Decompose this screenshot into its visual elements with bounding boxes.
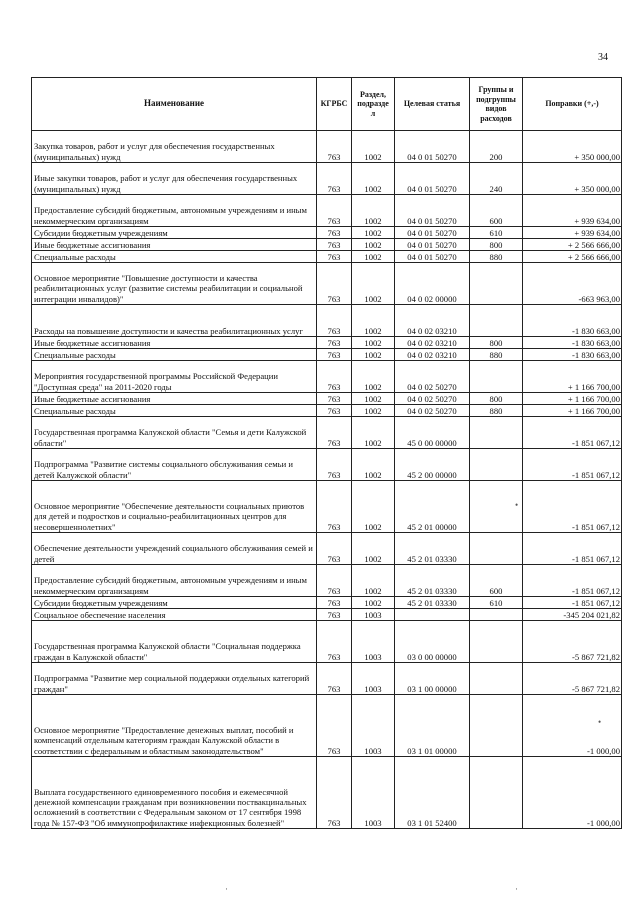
cell-kgrbs: 763 bbox=[317, 131, 352, 163]
cell-section: 1003 bbox=[352, 695, 395, 757]
cell-name: Основное мероприятие "Повышение доступности и качества реабилитационных услуг (развитие системы реабилитации и социальной интеграции инвалидов)" bbox=[32, 263, 317, 305]
cell-amount: -1 851 067,12 bbox=[523, 533, 622, 565]
cell-group bbox=[470, 305, 523, 337]
cell-kgrbs: 763 bbox=[317, 337, 352, 349]
table-row bbox=[32, 565, 622, 597]
cell-kgrbs: 763 bbox=[317, 227, 352, 239]
table-row bbox=[32, 663, 622, 695]
cell-group: 240 bbox=[470, 163, 523, 195]
cell-kgrbs: 763 bbox=[317, 393, 352, 405]
cell-amount: + 350 000,00 bbox=[523, 163, 622, 195]
cell-target: 04 0 02 50270 bbox=[395, 405, 470, 417]
cell-amount: + 2 566 666,00 bbox=[523, 239, 622, 251]
header-groups: Группы и подгруппы видов расходов bbox=[470, 78, 523, 131]
cell-amount: -1 830 663,00 bbox=[523, 349, 622, 361]
cell-target: 04 0 02 50270 bbox=[395, 361, 470, 393]
page-number: 34 bbox=[598, 52, 608, 63]
cell-name: Подпрограмма "Развитие системы социального обслуживания семьи и детей Калужской области" bbox=[32, 449, 317, 481]
cell-section: 1002 bbox=[352, 393, 395, 405]
cell-group: 610 bbox=[470, 227, 523, 239]
table-row bbox=[32, 227, 622, 239]
cell-amount: -1 000,00 bbox=[523, 757, 622, 829]
cell-target: 45 2 00 00000 bbox=[395, 449, 470, 481]
cell-name: Иные закупки товаров, работ и услуг для обеспечения государственных (муниципальных) нужд bbox=[32, 163, 317, 195]
cell-name: Социальное обеспечение населения bbox=[32, 609, 317, 621]
cell-group bbox=[470, 621, 523, 663]
cell-amount: + 939 634,00 bbox=[523, 195, 622, 227]
cell-target: 03 1 01 00000 bbox=[395, 695, 470, 757]
header-section: Раздел, подразде л bbox=[352, 78, 395, 131]
cell-name: Выплата государственного единовременного пособия и ежемесячной денежной компенсации гражданам при возникновении поствакцинальных осложнений в соответствии с Федеральным законом от 17 сентября 1998 года № 157-ФЗ "Об иммунопрофилактике инфекционных болезней" bbox=[32, 757, 317, 829]
cell-group bbox=[470, 361, 523, 393]
cell-group: 200 bbox=[470, 131, 523, 163]
cell-kgrbs: 763 bbox=[317, 361, 352, 393]
cell-amount: + 350 000,00 bbox=[523, 131, 622, 163]
cell-name: Закупка товаров, работ и услуг для обеспечения государственных (муниципальных) нужд bbox=[32, 131, 317, 163]
cell-amount: + 1 166 700,00 bbox=[523, 405, 622, 417]
cell-group: 600 bbox=[470, 195, 523, 227]
table-row bbox=[32, 449, 622, 481]
cell-target: 04 0 01 50270 bbox=[395, 131, 470, 163]
cell-target: 04 0 01 50270 bbox=[395, 239, 470, 251]
cell-amount: -1 851 067,12 bbox=[523, 597, 622, 609]
cell-group: 800 bbox=[470, 337, 523, 349]
cell-group: 600 bbox=[470, 565, 523, 597]
cell-name: Специальные расходы bbox=[32, 349, 317, 361]
cell-name: Основное мероприятие "Обеспечение деятельности социальных приютов для детей и подростков и социально-реабилитационных центров для несовершеннолетних" bbox=[32, 481, 317, 533]
cell-amount: -1 000,00 bbox=[523, 695, 622, 757]
cell-target: 03 1 01 52400 bbox=[395, 757, 470, 829]
cell-kgrbs: 763 bbox=[317, 263, 352, 305]
cell-name: Расходы на повышение доступности и качества реабилитационных услуг bbox=[32, 305, 317, 337]
table-row bbox=[32, 393, 622, 405]
table-row bbox=[32, 621, 622, 663]
table-row bbox=[32, 349, 622, 361]
cell-target bbox=[395, 609, 470, 621]
cell-target: 04 0 02 03210 bbox=[395, 349, 470, 361]
cell-amount: + 939 634,00 bbox=[523, 227, 622, 239]
cell-section: 1002 bbox=[352, 337, 395, 349]
cell-amount: -5 867 721,82 bbox=[523, 621, 622, 663]
cell-target: 04 0 01 50270 bbox=[395, 251, 470, 263]
cell-amount: -1 851 067,12 bbox=[523, 417, 622, 449]
cell-section: 1002 bbox=[352, 349, 395, 361]
table-row bbox=[32, 361, 622, 393]
cell-amount: -1 830 663,00 bbox=[523, 305, 622, 337]
table-row bbox=[32, 597, 622, 609]
cell-group bbox=[470, 533, 523, 565]
table-row bbox=[32, 337, 622, 349]
cell-section: 1003 bbox=[352, 609, 395, 621]
cell-name: Специальные расходы bbox=[32, 405, 317, 417]
cell-target: 04 0 02 50270 bbox=[395, 393, 470, 405]
header-kgrbs: КГРБС bbox=[317, 78, 352, 131]
cell-section: 1002 bbox=[352, 417, 395, 449]
cell-group: 880 bbox=[470, 251, 523, 263]
table-row bbox=[32, 417, 622, 449]
cell-section: 1002 bbox=[352, 449, 395, 481]
table-row bbox=[32, 195, 622, 227]
cell-section: 1002 bbox=[352, 263, 395, 305]
cell-kgrbs: 763 bbox=[317, 533, 352, 565]
cell-amount: -5 867 721,82 bbox=[523, 663, 622, 695]
cell-name: Государственная программа Калужской области "Социальная поддержка граждан в Калужской области" bbox=[32, 621, 317, 663]
cell-section: 1002 bbox=[352, 239, 395, 251]
cell-section: 1002 bbox=[352, 361, 395, 393]
cell-section: 1002 bbox=[352, 227, 395, 239]
cell-section: 1002 bbox=[352, 481, 395, 533]
cell-group bbox=[470, 417, 523, 449]
cell-name: Субсидии бюджетным учреждениям bbox=[32, 227, 317, 239]
cell-amount: -1 851 067,12 bbox=[523, 481, 622, 533]
cell-section: 1002 bbox=[352, 251, 395, 263]
cell-section: 1002 bbox=[352, 405, 395, 417]
cell-kgrbs: 763 bbox=[317, 609, 352, 621]
cell-kgrbs: 763 bbox=[317, 565, 352, 597]
cell-name: Обеспечение деятельности учреждений социального обслуживания семей и детей bbox=[32, 533, 317, 565]
header-target: Целевая статья bbox=[395, 78, 470, 131]
scan-mark: • bbox=[598, 717, 602, 727]
cell-section: 1003 bbox=[352, 621, 395, 663]
cell-group: 800 bbox=[470, 239, 523, 251]
cell-target: 04 0 02 03210 bbox=[395, 305, 470, 337]
cell-group bbox=[470, 609, 523, 621]
cell-group bbox=[470, 263, 523, 305]
cell-kgrbs: 763 bbox=[317, 449, 352, 481]
cell-section: 1002 bbox=[352, 163, 395, 195]
cell-target: 03 0 00 00000 bbox=[395, 621, 470, 663]
cell-target: 45 2 01 03330 bbox=[395, 597, 470, 609]
cell-name: Специальные расходы bbox=[32, 251, 317, 263]
scan-mark: · bbox=[515, 884, 518, 894]
cell-amount: + 1 166 700,00 bbox=[523, 361, 622, 393]
table-row bbox=[32, 305, 622, 337]
cell-section: 1002 bbox=[352, 305, 395, 337]
cell-name: Основное мероприятие "Предоставление денежных выплат, пособий и компенсаций отдельным категориям граждан Калужской области в соответствии с федеральным и областным законодательством" bbox=[32, 695, 317, 757]
cell-section: 1002 bbox=[352, 597, 395, 609]
cell-kgrbs: 763 bbox=[317, 663, 352, 695]
cell-kgrbs: 763 bbox=[317, 695, 352, 757]
cell-kgrbs: 763 bbox=[317, 757, 352, 829]
cell-amount: -1 851 067,12 bbox=[523, 565, 622, 597]
cell-name: Предоставление субсидий бюджетным, автономным учреждениям и иным некоммерческим организациям bbox=[32, 565, 317, 597]
cell-name: Субсидии бюджетным учреждениям bbox=[32, 597, 317, 609]
table-row bbox=[32, 481, 622, 533]
cell-amount: -1 830 663,00 bbox=[523, 337, 622, 349]
cell-kgrbs: 763 bbox=[317, 239, 352, 251]
cell-group bbox=[470, 449, 523, 481]
cell-kgrbs: 763 bbox=[317, 481, 352, 533]
cell-section: 1002 bbox=[352, 533, 395, 565]
cell-section: 1003 bbox=[352, 663, 395, 695]
cell-amount: + 2 566 666,00 bbox=[523, 251, 622, 263]
cell-name: Мероприятия государственной программы Российской Федерации "Доступная среда" на 2011-2020 годы bbox=[32, 361, 317, 393]
cell-kgrbs: 763 bbox=[317, 163, 352, 195]
cell-amount: -663 963,00 bbox=[523, 263, 622, 305]
table-row bbox=[32, 609, 622, 621]
cell-amount: + 1 166 700,00 bbox=[523, 393, 622, 405]
cell-target: 04 0 01 50270 bbox=[395, 195, 470, 227]
table-row bbox=[32, 263, 622, 305]
table-row bbox=[32, 695, 622, 757]
cell-group bbox=[470, 695, 523, 757]
cell-target: 45 2 01 03330 bbox=[395, 565, 470, 597]
header-amendments: Поправки (+,-) bbox=[523, 78, 622, 131]
cell-kgrbs: 763 bbox=[317, 251, 352, 263]
cell-kgrbs: 763 bbox=[317, 305, 352, 337]
cell-name: Государственная программа Калужской области "Семья и дети Калужской области" bbox=[32, 417, 317, 449]
cell-target: 04 0 01 50270 bbox=[395, 163, 470, 195]
cell-kgrbs: 763 bbox=[317, 597, 352, 609]
cell-name: Иные бюджетные ассигнования bbox=[32, 393, 317, 405]
cell-target: 04 0 02 00000 bbox=[395, 263, 470, 305]
cell-group: 880 bbox=[470, 405, 523, 417]
table-row bbox=[32, 757, 622, 829]
cell-section: 1003 bbox=[352, 757, 395, 829]
cell-section: 1002 bbox=[352, 195, 395, 227]
scan-mark: • bbox=[515, 500, 519, 510]
cell-name: Иные бюджетные ассигнования bbox=[32, 239, 317, 251]
cell-target: 45 2 01 00000 bbox=[395, 481, 470, 533]
cell-name: Предоставление субсидий бюджетным, автономным учреждениям и иным некоммерческим организациям bbox=[32, 195, 317, 227]
table-row bbox=[32, 163, 622, 195]
cell-target: 04 0 01 50270 bbox=[395, 227, 470, 239]
scan-mark: · bbox=[225, 884, 228, 894]
header-name: Наименование bbox=[32, 78, 317, 131]
cell-amount: -345 204 021,82 bbox=[523, 609, 622, 621]
cell-section: 1002 bbox=[352, 131, 395, 163]
cell-target: 45 0 00 00000 bbox=[395, 417, 470, 449]
cell-kgrbs: 763 bbox=[317, 349, 352, 361]
cell-group: 880 bbox=[470, 349, 523, 361]
table-row bbox=[32, 533, 622, 565]
cell-target: 45 2 01 03330 bbox=[395, 533, 470, 565]
table-row bbox=[32, 405, 622, 417]
table-header bbox=[32, 78, 622, 131]
cell-group: 610 bbox=[470, 597, 523, 609]
table-row bbox=[32, 251, 622, 263]
cell-name: Иные бюджетные ассигнования bbox=[32, 337, 317, 349]
budget-table bbox=[31, 77, 622, 829]
cell-group bbox=[470, 663, 523, 695]
cell-kgrbs: 763 bbox=[317, 621, 352, 663]
table-row bbox=[32, 239, 622, 251]
table-row bbox=[32, 131, 622, 163]
cell-target: 04 0 02 03210 bbox=[395, 337, 470, 349]
cell-kgrbs: 763 bbox=[317, 417, 352, 449]
cell-name: Подпрограмма "Развитие мер социальной поддержки отдельных категорий граждан" bbox=[32, 663, 317, 695]
cell-group bbox=[470, 757, 523, 829]
cell-group: 800 bbox=[470, 393, 523, 405]
cell-section: 1002 bbox=[352, 565, 395, 597]
cell-target: 03 1 00 00000 bbox=[395, 663, 470, 695]
cell-kgrbs: 763 bbox=[317, 195, 352, 227]
cell-amount: -1 851 067,12 bbox=[523, 449, 622, 481]
cell-kgrbs: 763 bbox=[317, 405, 352, 417]
